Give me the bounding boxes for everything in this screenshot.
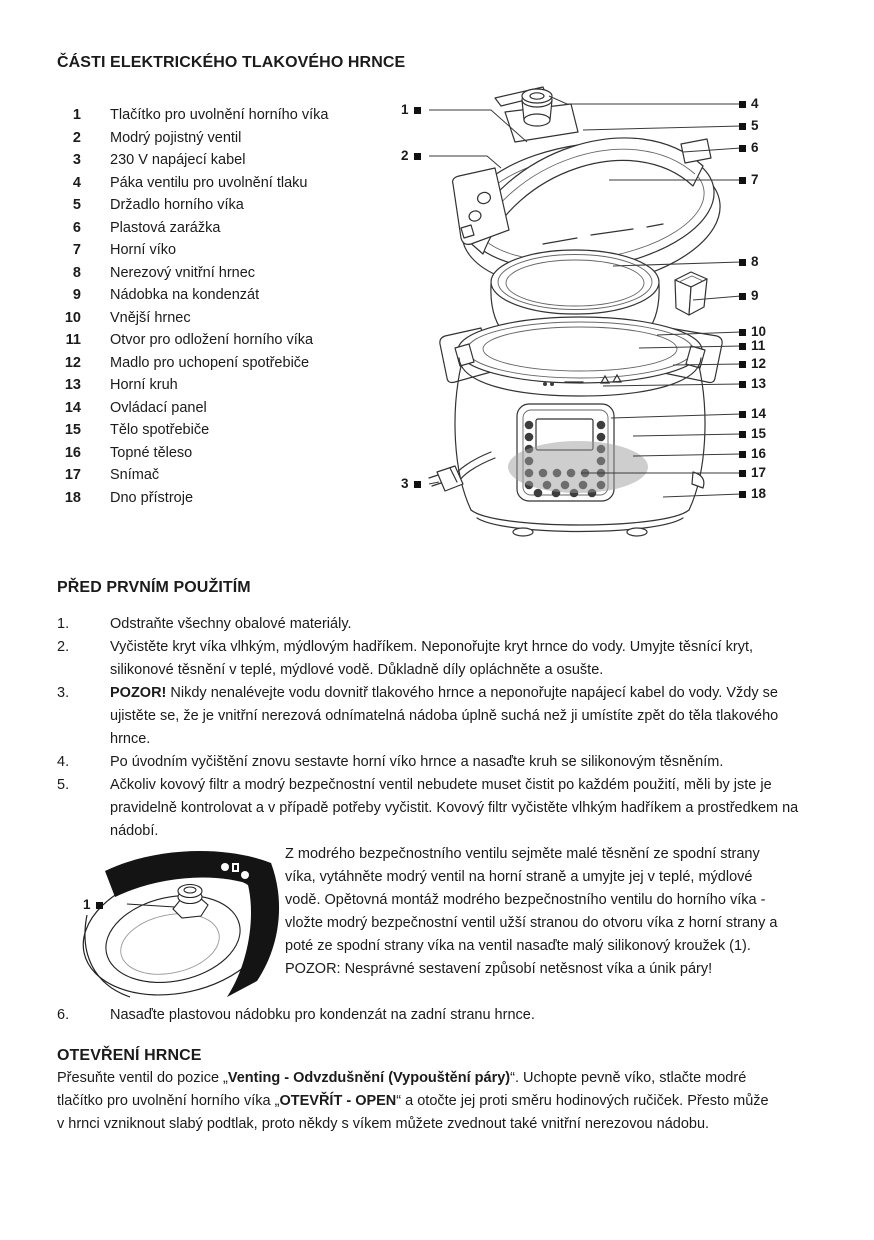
instruction-step-4 (57, 751, 822, 774)
diagram-callout-8: 8 (739, 254, 759, 270)
part-row (57, 397, 407, 420)
warning-word: POZOR! (110, 685, 167, 701)
part-number: 14 (64, 399, 81, 416)
part-label: Nádobka na kondenzát (110, 287, 260, 304)
lid-underside-figure (75, 845, 280, 1000)
part-label: Dno přístroje (110, 489, 194, 506)
cooker-exploded-diagram (395, 82, 815, 542)
instruction-step-3 (57, 682, 822, 751)
part-row (57, 487, 407, 510)
part-row (57, 442, 407, 465)
part-row (57, 127, 407, 150)
condensate-container (675, 272, 707, 315)
diagram-callout-14: 14 (739, 406, 766, 422)
part-row (57, 419, 407, 442)
opening-seg-2: “. Uchopte pevně víko, stlačte modré tlačítko pro uvolnění horního víka „ (57, 1070, 747, 1109)
valve-warning: POZOR: Nesprávné sestavení způsobí netěsnost víka a únik páry! (285, 961, 713, 977)
part-label: Držadlo horního víka (110, 197, 244, 214)
diagram-callout-7: 7 (739, 172, 759, 188)
part-label: Tělo spotřebiče (110, 422, 210, 439)
callout-marker (739, 470, 746, 477)
diagram-callout-12: 12 (739, 356, 766, 372)
instruction-step-6 (57, 1004, 822, 1027)
part-row (57, 374, 407, 397)
part-number: 10 (64, 309, 81, 326)
diagram-callout-17: 17 (739, 465, 766, 481)
opening-seg-4: “ a otočte jej proti směru hodinových ručiček. Přesto může v hrnci vzniknout slabý podtlak, proto někdy s víkem můžete zvednout také vnitřní nerezovou nádobu. (57, 1093, 769, 1132)
step-number: 2. (57, 639, 70, 655)
part-row (57, 104, 407, 127)
part-row (57, 217, 407, 240)
part-number: 16 (64, 444, 81, 461)
callout-marker (414, 153, 421, 160)
instruction-step-1 (57, 613, 822, 636)
step-text: Vyčistěte kryt víka vlhkým, mýdlovým hadříkem. Neponořujte kryt hrnce do vody. Umyjte těsnící kryt, silikonové těsnění v teplé, mýdlové vodě. Důkladně díly opláchněte a osušte. (110, 639, 754, 678)
part-number: 4 (72, 174, 81, 191)
callout-marker (414, 107, 421, 114)
part-number: 1 (72, 107, 81, 124)
step-number: 4. (57, 754, 70, 770)
part-label: Plastová zarážka (110, 219, 221, 236)
parts-section-title: ČÁSTI ELEKTRICKÉHO TLAKOVÉHO HRNCE (57, 54, 406, 71)
step-text: Ačkoliv kovový filtr a modrý bezpečnostní ventil nebudete muset čistit po každém použití, měli by jste je pravidelně kontrolovat a v případě potřeby vyčistit. Kovový filtr vyčistěte vlhkým hadříkem a prostředkem na nádobí. (110, 777, 799, 839)
diagram-callout-9: 9 (739, 288, 759, 304)
part-label: Otvor pro odložení horního víka (110, 332, 314, 349)
callout-marker (739, 343, 746, 350)
opening-paragraph (57, 1067, 779, 1136)
callout-marker (739, 361, 746, 368)
inset-callout-1: 1 (83, 897, 103, 913)
diagram-callout-2: 2 (401, 148, 421, 164)
diagram-callout-18: 18 (739, 486, 766, 502)
step-number: 1. (57, 616, 70, 632)
part-row (57, 352, 407, 375)
heating-element-shading (508, 441, 648, 493)
lid-underside-art (75, 845, 280, 1000)
part-label: 230 V napájecí kabel (110, 152, 246, 169)
part-number: 11 (65, 332, 81, 349)
part-row (57, 307, 407, 330)
step-number: 6. (57, 1007, 70, 1023)
part-label: Páka ventilu pro uvolnění tlaku (110, 174, 308, 191)
step-text-body: Nikdy nenalévejte vodu dovnitř tlakového hrnce a neponořujte napájecí kabel do vody. Vždy se ujistěte se, že je vnitřní nerezová odnímatelná nádoba úplně suchá než ji umístíte zpět do těla tlakového hrnce. (110, 685, 779, 747)
part-row (57, 464, 407, 487)
part-number: 7 (72, 242, 81, 259)
parts-list (57, 104, 407, 509)
step-text: Po úvodním vyčištění znovu sestavte horní víko hrnce a nasaďte kruh se silikonovým těsněním. (110, 754, 724, 770)
part-label: Horní víko (110, 242, 177, 259)
part-number: 9 (72, 287, 81, 304)
opening-seg-0: Přesuňte ventil do pozice „ (57, 1070, 228, 1086)
part-label: Tlačítko pro uvolnění horního víka (110, 107, 329, 124)
callout-marker (739, 411, 746, 418)
part-label: Snímač (110, 467, 160, 484)
diagram-callout-10: 10 (739, 324, 766, 340)
instruction-step-2 (57, 636, 822, 682)
callout-marker (739, 177, 746, 184)
part-label: Madlo pro uchopení spotřebiče (110, 354, 310, 371)
opening-seg-venting: Venting - Odvzdušnění (Vypouštění páry) (227, 1070, 511, 1086)
callout-marker (739, 431, 746, 438)
part-number: 2 (72, 129, 81, 146)
step-text (110, 682, 810, 751)
part-number: 17 (64, 467, 81, 484)
callout-marker (739, 451, 746, 458)
diagram-callout-15: 15 (739, 426, 766, 442)
part-label: Topné těleso (110, 444, 193, 461)
instruction-step-5 (57, 774, 822, 843)
part-row (57, 194, 407, 217)
part-label: Modrý pojistný ventil (110, 129, 242, 146)
callout-marker (739, 491, 746, 498)
valve-text: Z modrého bezpečnostního ventilu sejměte malé těsnění ze spodní strany víka, vytáhněte modrý ventil na horní straně a umyjte jej v teplé, mýdlové vodě. Opětovná montáž modrého bezpečnostního ventilu do horního víka - vložte modrý bezpečnostní ventil užší stranou do otvoru víka z horní strany a poté ze spodní strany víka na ventil nasaďte malý silikonový kroužek (1). (285, 846, 778, 954)
part-number: 5 (72, 197, 81, 214)
diagram-callout-11: 11 (739, 338, 765, 354)
callout-marker (739, 101, 746, 108)
callout-marker (739, 145, 746, 152)
diagram-callout-5: 5 (739, 118, 759, 134)
valve-instruction-text (285, 843, 790, 981)
part-number: 3 (72, 152, 81, 169)
part-row (57, 239, 407, 262)
part-row (57, 284, 407, 307)
part-row (57, 149, 407, 172)
diagram-callout-6: 6 (739, 140, 759, 156)
callout-marker (414, 481, 421, 488)
part-label: Vnější hrnec (110, 309, 191, 326)
opening-section-title: OTEVŘENÍ HRNCE (57, 1047, 202, 1064)
callout-marker (739, 329, 746, 336)
part-number: 12 (64, 354, 81, 371)
part-number: 13 (64, 377, 81, 394)
step-text: Odstraňte všechny obalové materiály. (110, 616, 352, 632)
step-number: 5. (57, 777, 70, 793)
diagram-callout-13: 13 (739, 376, 766, 392)
part-number: 6 (72, 219, 81, 236)
step-text: Nasaďte plastovou nádobku pro kondenzát na zadní stranu hrnce. (110, 1007, 535, 1023)
diagram-callout-16: 16 (739, 446, 766, 462)
part-label: Ovládací panel (110, 399, 207, 416)
valve-instruction-block (57, 843, 822, 1004)
part-number: 18 (64, 489, 81, 506)
part-number: 8 (72, 264, 81, 281)
part-label: Horní kruh (110, 377, 178, 394)
callout-marker (739, 123, 746, 130)
first-use-section-title: PŘED PRVNÍM POUŽITÍM (57, 579, 251, 596)
diagram-callout-4: 4 (739, 96, 759, 112)
step-number: 3. (57, 685, 70, 701)
diagram-callout-3: 3 (401, 476, 421, 492)
part-row (57, 262, 407, 285)
callout-marker (739, 259, 746, 266)
callout-marker (96, 902, 103, 909)
callout-marker (739, 381, 746, 388)
callout-marker (739, 293, 746, 300)
part-row (57, 329, 407, 352)
part-row (57, 172, 407, 195)
diagram-callout-1: 1 (401, 102, 421, 118)
part-label: Nerezový vnitřní hrnec (110, 264, 256, 281)
opening-seg-open: OTEVŘÍT - OPEN (279, 1093, 397, 1109)
part-number: 15 (64, 422, 81, 439)
